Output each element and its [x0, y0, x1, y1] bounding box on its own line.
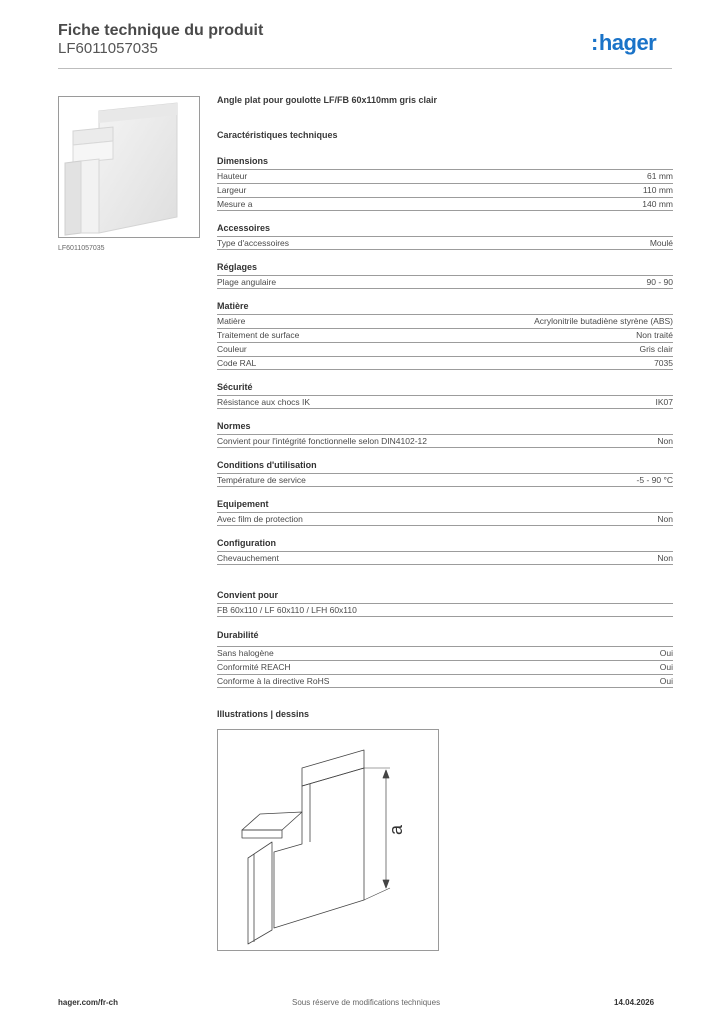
spec-value: 110 mm [642, 185, 673, 195]
spec-label: Avec film de protection [217, 514, 303, 524]
spec-value: Non [657, 514, 673, 524]
spec-label: FB 60x110 / LF 60x110 / LFH 60x110 [217, 605, 357, 615]
dimension-letter: a [386, 824, 406, 836]
spec-label: Code RAL [217, 358, 257, 368]
spec-row [217, 551, 673, 565]
logo-text: hager [598, 30, 657, 55]
spec-row [217, 674, 673, 688]
spec-value: Non [657, 436, 673, 446]
spec-value: 140 mm [642, 199, 673, 209]
spec-value: IK07 [655, 397, 673, 407]
product-reference: LF6011057035 [58, 40, 158, 57]
spec-value: Moulé [649, 238, 673, 248]
spec-label: Couleur [217, 344, 247, 354]
footer-date: 14.04.2026 [614, 998, 655, 1007]
header-divider [58, 68, 672, 69]
spec-row [217, 646, 673, 660]
spec-label: Mesure a [217, 199, 253, 209]
left-wing [248, 842, 272, 944]
footer-website[interactable]: hager.com/fr-ch [58, 998, 119, 1007]
spec-row [217, 183, 673, 197]
group-title-conditions: Conditions d'utilisation [217, 460, 317, 470]
footer-notice: Sous réserve de modifications techniques [292, 998, 441, 1007]
page-title: Fiche technique du produit [58, 22, 264, 39]
photo-caption: LF6011057035 [58, 245, 105, 252]
spec-row [217, 314, 673, 328]
technical-drawing [217, 729, 439, 951]
spec-label: Conformité REACH [217, 662, 291, 672]
spec-value: Non [657, 553, 673, 563]
group-title-configuration: Configuration [217, 538, 276, 548]
group-title-matiere: Matière [217, 301, 249, 311]
group-title-equipement: Equipement [217, 499, 269, 509]
spec-value: -5 - 90 °C [636, 475, 673, 485]
spec-row [217, 275, 673, 289]
spec-label: Température de service [217, 475, 306, 485]
spec-value: 7035 [654, 358, 673, 368]
spec-label: Largeur [217, 185, 247, 195]
spec-label: Traitement de surface [217, 330, 300, 340]
group-title-convient: Convient pour [217, 590, 278, 600]
spec-row [217, 236, 673, 250]
spec-value: Oui [659, 662, 673, 672]
group-title-securite: Sécurité [217, 382, 253, 392]
spec-label: Matière [217, 316, 246, 326]
spec-row [217, 328, 673, 342]
group-title-normes: Normes [217, 421, 251, 431]
group-title-dimensions: Dimensions [217, 156, 269, 166]
spec-row [217, 197, 673, 211]
spec-label: Conforme à la directive RoHS [217, 676, 330, 686]
group-title-durabilite: Durabilité [217, 630, 259, 640]
spec-label: Sans halogène [217, 648, 274, 658]
product-name: Angle plat pour goulotte LF/FB 60x110mm gris clair [217, 95, 438, 105]
spec-row [217, 473, 673, 487]
spec-value: Gris clair [639, 344, 673, 354]
spec-label: Plage angulaire [217, 277, 277, 287]
section-label: Caractéristiques techniques [217, 130, 338, 140]
hager-logo[interactable] [591, 30, 656, 56]
spec-row [217, 434, 673, 448]
spec-row [217, 603, 673, 617]
spec-row [217, 660, 673, 674]
group-title-accessoires: Accessoires [217, 223, 271, 233]
arrow-up-icon [383, 770, 389, 778]
spec-value: 61 mm [647, 171, 673, 181]
top-face [302, 750, 364, 786]
group-title-reglages: Réglages [217, 262, 258, 272]
left-lip [242, 812, 302, 830]
illustrations-title: Illustrations | dessins [217, 709, 310, 719]
spec-row [217, 395, 673, 409]
product-photo-image [59, 97, 199, 237]
spec-label: Hauteur [217, 171, 248, 181]
spec-label: Résistance aux chocs IK [217, 397, 311, 407]
spec-value: Oui [659, 648, 673, 658]
spec-row [217, 356, 673, 370]
spec-label: Convient pour l'intégrité fonctionnelle selon DIN4102-12 [217, 436, 428, 446]
spec-row [217, 512, 673, 526]
main-plate [274, 768, 364, 928]
spec-label: Chevauchement [217, 553, 279, 563]
spec-row [217, 169, 673, 183]
product-photo [58, 96, 200, 238]
spec-value: Acrylonitrile butadiène styrène (ABS) [534, 316, 673, 326]
spec-label: Type d'accessoires [217, 238, 290, 248]
spec-value: 90 - 90 [646, 277, 673, 287]
spec-value: Oui [659, 676, 673, 686]
line-drawing [218, 730, 438, 950]
spec-row [217, 342, 673, 356]
spec-value: Non traité [636, 330, 673, 340]
arrow-down-icon [383, 880, 389, 888]
logo-dots-icon: : [591, 30, 598, 55]
left-lip-side [242, 830, 282, 838]
